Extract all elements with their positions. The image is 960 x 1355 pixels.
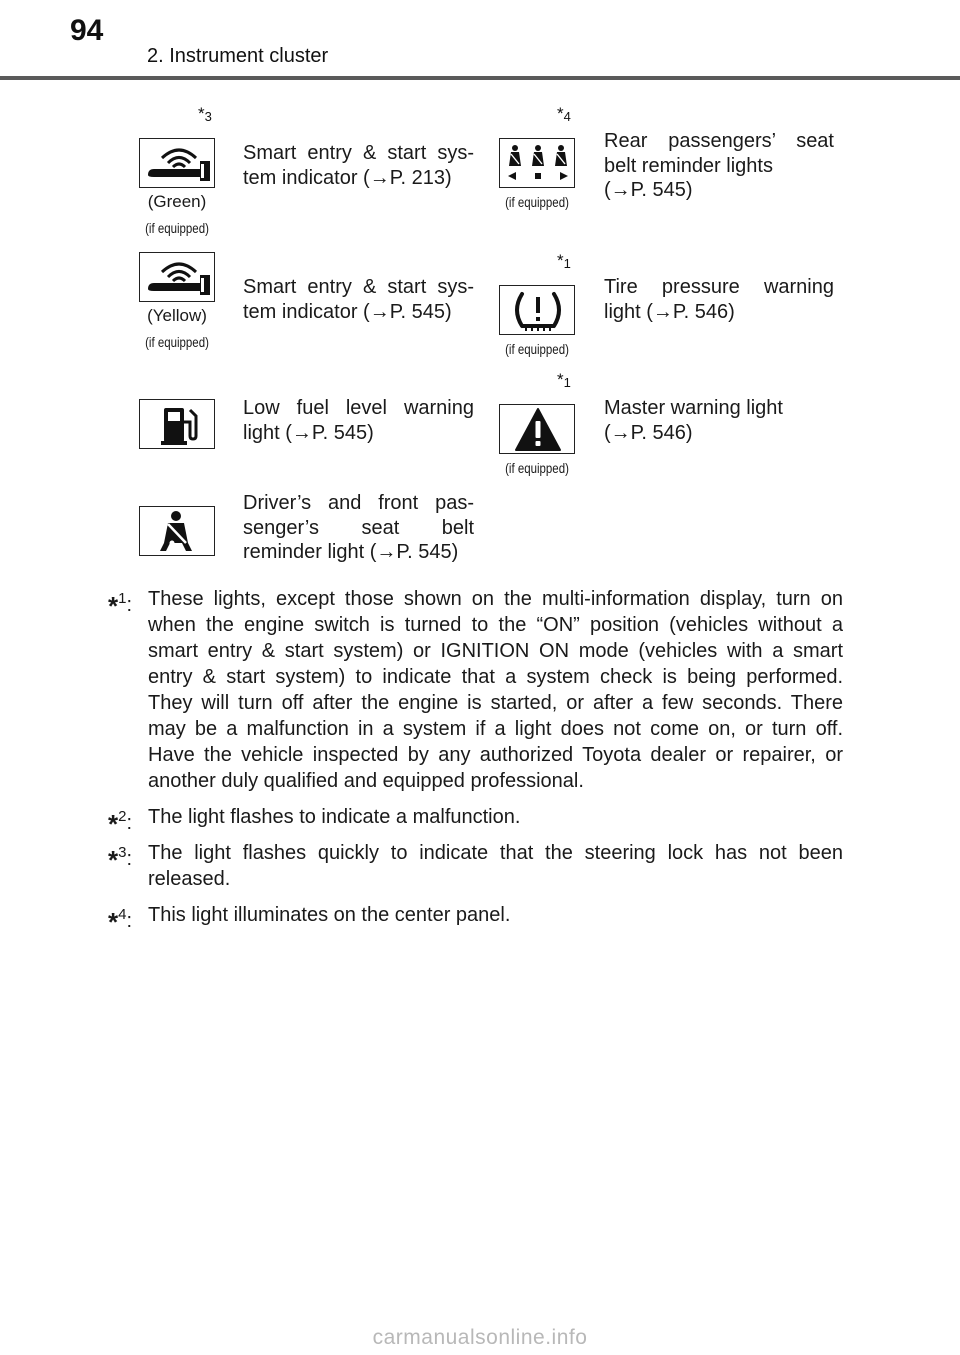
- color-label: (Green): [147, 192, 207, 211]
- if-equipped-label: (if equipped): [145, 220, 209, 236]
- footnote-key: *$^1$:: [108, 590, 133, 621]
- watermark: carmanualsonline.info: [372, 1326, 588, 1349]
- footnote-text: The light flashes quickly to indicate that the steering lock has not been released.: [148, 842, 843, 890]
- footnote-key: *$^2$:: [108, 808, 133, 839]
- page-number: 94: [70, 14, 104, 47]
- footnote-text: This light illuminates on the center panel.: [148, 904, 511, 926]
- footnote-mark: *4: [557, 104, 571, 124]
- indicator-description: Rear passengers’ seat belt reminder lights (→P. 545): [604, 130, 834, 201]
- indicator-description: Master warning light (→P. 546): [604, 397, 783, 444]
- footnotes: [108, 586, 843, 938]
- indicator-description: Smart entry & start sys- tem indicator (→P. 213): [243, 142, 474, 189]
- fuel-pump-icon: [139, 399, 215, 449]
- footnote: [108, 586, 843, 794]
- footnote-text: The light flashes to indicate a malfunction.: [148, 806, 521, 828]
- smart-key-icon: [139, 252, 215, 302]
- smart-key-icon: [139, 138, 215, 188]
- if-equipped-label: (if equipped): [145, 334, 209, 350]
- indicator-description: Driver’s and front pas- senger’s seat belt reminder light (→P. 545): [243, 492, 474, 563]
- if-equipped-label: (if equipped): [505, 341, 569, 357]
- footnote: [108, 840, 843, 892]
- page-header: [0, 0, 960, 80]
- master-warning-icon: [499, 404, 575, 454]
- indicator-description: Tire pressure warning light (→P. 546): [604, 276, 834, 323]
- tire-pressure-icon: [499, 285, 575, 335]
- footnote-mark: *1: [557, 370, 571, 390]
- footnote-mark: *3: [198, 104, 212, 124]
- header-rule: [0, 76, 960, 80]
- footnote-key: *$^4$:: [108, 906, 133, 937]
- if-equipped-label: (if equipped): [505, 194, 569, 210]
- footnote-mark: *1: [557, 251, 571, 271]
- if-equipped-label: (if equipped): [505, 460, 569, 476]
- indicator-description: Low fuel level warning light (→P. 545): [243, 397, 474, 444]
- rear-seatbelt-icon: [499, 138, 575, 188]
- color-label: (Yellow): [147, 306, 207, 325]
- indicator-description: Smart entry & start sys- tem indicator (→P. 545): [243, 276, 474, 323]
- footnote-key: *$^3$:: [108, 844, 133, 875]
- seatbelt-icon: [139, 506, 215, 556]
- footnote: [108, 804, 843, 839]
- footnote: [108, 902, 843, 937]
- section-title: 2. Instrument cluster: [147, 45, 329, 67]
- footnote-text: These lights, except those shown on the multi-information display, turn on when the engine switch is turned to the “ON” position (vehicles without a smart entry & start system) or IGNITION ON mode (vehicles with a smart entry & start system) to indicate that a system check is being performed. They will turn off after the engine is started, or after a few seconds. There may be a malfunction in a system if a light does not come on, or turn off. Have the vehicle inspected by any authorized Toyota dealer or repairer, or another duly qualified and equipped professional.: [148, 588, 843, 792]
